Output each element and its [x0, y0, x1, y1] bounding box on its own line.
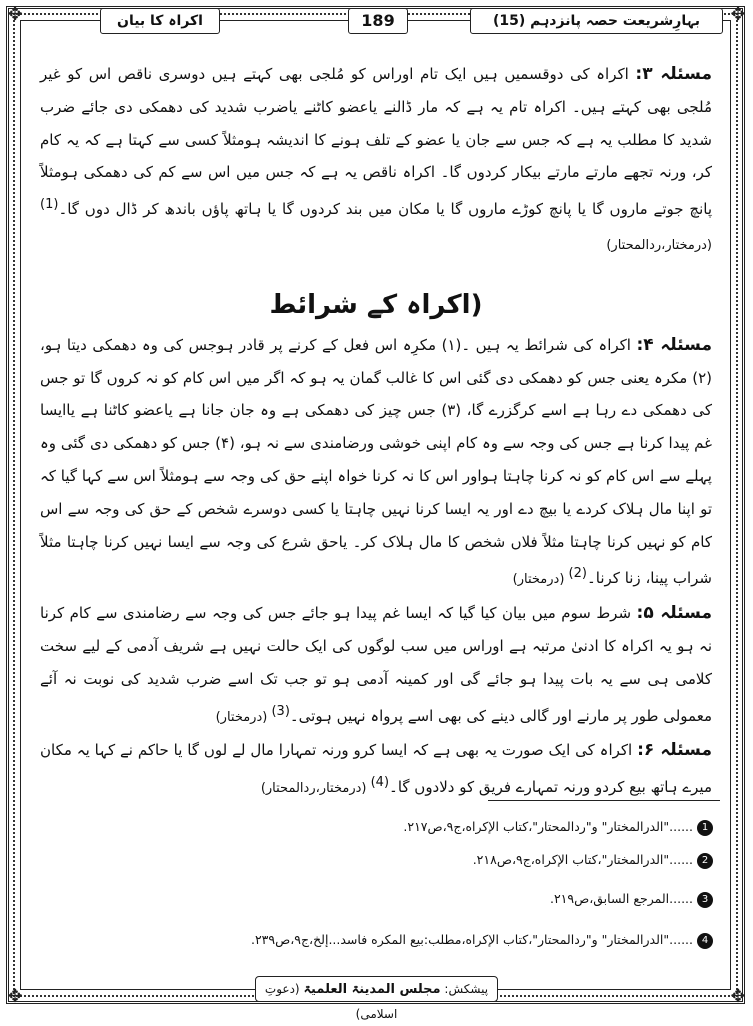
masala-paragraph	[40, 329, 712, 597]
citation: (درمختار)	[215, 709, 272, 725]
footnote	[41, 818, 713, 836]
masala-label: مسئلہ ۴:	[636, 334, 712, 355]
masala-text: اکراہ کی دوقسمیں ہیں ایک تام اوراس کو مُلجی بھی کہتے ہیں دوسری ناقص اس کو غیر مُلجی بھی کہتے ہیں۔ اکراہ تام یہ ہے کہ مار ڈالنے یاعضو کاٹنے یاضرب شدید کی دھمکی دی جائے ضرب شدید کا مطلب یہ ہے کہ جس سے جان یا عضو کے تلف ہونے کا اندیشہ ہومثلاً کسی سے کہتا ہے کہ یہ کام کر، ورنہ تجھے مارتے مارتے بیکار کردوں گا۔ اکراہ ناقص یہ ہے کہ جس میں اس سے کم کی دھمکی ہومثلاً پانچ جوتے ماروں گا یا پانچ کوڑے ماروں گا یا مکان میں بند کردوں گا یا ہاتھ پاؤں باندھ کر ڈال دوں گا۔	[40, 65, 712, 219]
footnote	[41, 851, 713, 869]
masala-text: شرط سوم میں بیان کیا گیا کہ ایسا غم پیدا ہو جائے جس کی وجہ سے رضامندی سے کام کرنا نہ ہو یہ اکراہ کا ادنیٰ مرتبہ ہے اوراس میں سب لوگوں کی ایک حالت نہیں ہے شریف آدمی کے لیے سخت کلامی ہی سے یہ بات پیدا ہو جائے گی اور کمینہ آدمی ہو تو جب تک اسے ضرب شدید کی نوبت نہ آئے معمولی طور پر مارنے اور گالی دینے کی بھی اسے پرواہ نہیں ہوتی۔	[40, 604, 712, 725]
publisher-name: مجلس المدینۃ العلمیۃ	[303, 982, 441, 997]
corner-ornament-icon: ✥	[730, 4, 746, 25]
footnote-text: ......المرجع السابق،ص٢١٩.	[549, 891, 693, 906]
footer-suffix: (دعوتِ اسلامی)	[264, 982, 398, 1021]
page-header	[30, 8, 723, 36]
footnote-marker: (4)	[370, 775, 390, 791]
masala-label: مسئلہ ۳:	[635, 64, 712, 84]
masala-text: اکراہ کی ایک صورت یہ بھی ہے کہ ایسا کرو ورنہ تمہارا مال لے لوں گا یا حاکم نے کہا یہ مکان میرے ہاتھ بیع کردو ورنہ تمہارے فریق کو دلادوں گا۔	[40, 741, 712, 797]
masala-paragraph	[40, 597, 712, 734]
corner-ornament-icon: ✥	[7, 986, 23, 1007]
footnote	[41, 931, 713, 949]
footnote-text: ......"الدرالمختار" و"ردالمحتار"،كتاب الإكراه،ج٩،ص٢١٧.	[403, 819, 693, 834]
page-number: 189	[348, 8, 408, 34]
citation: (درمختار،ردالمحتار)	[606, 237, 712, 253]
book-title: بہارِشریعت حصہ پانزدہم (15)	[470, 8, 723, 34]
footnote-marker: (3)	[271, 703, 290, 719]
footnote-divider	[488, 800, 720, 801]
footer-prefix: پیشکش:	[444, 982, 489, 996]
masala-label: مسئلہ ۵:	[636, 603, 712, 624]
footnote-text: ......"الدرالمختار" و"ردالمحتار"،كتاب الإكراه،مطلب:بيع المكره فاسد...إلخ،ج٩،ص٢٣٩.	[250, 932, 693, 947]
footnote-marker: (2)	[568, 566, 587, 582]
masala-text: اکراہ کی شرائط یہ ہیں ۔(۱) مکرِہ اس فعل کے کرنے پر قادر ہوجس کی وہ دھمکی دیتا ہو، (۲) مکرہ یعنی جس کو دھمکی دی گئی اس کا غالب گمان یہ ہو کہ اگر میں اس کام کو نہ کروں گا تو جس کی دھمکی دے رہا ہے اسے کرگزرے گا، (۳) جس چیز کی دھمکی ہے وہ جان جانا ہے یاعضو کاٹنا ہے یاایسا غم پیدا کرنا ہے جس کی وجہ سے وہ کام اپنی خوشی ورضامندی سے نہ ہو، (۴) جس کو دھمکی دی گئی وہ پہلے سے اس کام کو نہ کرنا چاہتا ہواور اس کا نہ کرنا خواہ اپنے حق کی وجہ سے ہومثلاً اس سے کہا گیا کہ تو اپنا مال ہلاک کردے یا بیچ دے اور یہ ایسا کرنا نہیں چاہتا یا کسی دوسرے شخص کے حق کی وجہ سے اس کام کو نہیں کرنا چاہتا مثلاً فلاں شخص کا مال ہلاک کر۔ یاحق شرع کی وجہ سے ایسا نہیں کرنا چاہتا مثلاً شراب پینا، زنا کرنا۔	[40, 335, 712, 588]
footnote-number-badge: 2	[697, 853, 713, 869]
citation: (درمختار،ردالمحتار)	[260, 781, 371, 797]
footnote-number-badge: 3	[697, 892, 713, 908]
footnote	[41, 890, 713, 908]
masala-label: مسئلہ ۶:	[637, 740, 712, 761]
corner-ornament-icon: ✥	[7, 4, 23, 25]
page-footer	[255, 976, 498, 1021]
page-body	[40, 58, 712, 806]
masala-paragraph	[40, 58, 712, 263]
section-heading: (اکراہ کے شرائط	[269, 289, 483, 320]
footnote-number-badge: 1	[697, 820, 713, 836]
footnote-number-badge: 4	[697, 933, 713, 949]
corner-ornament-icon: ✥	[730, 986, 746, 1007]
chapter-title: اکراہ کا بیان	[100, 8, 220, 34]
citation: (درمختار)	[512, 572, 569, 588]
masala-paragraph	[40, 734, 712, 806]
footnote-marker: (1)	[40, 197, 59, 213]
footnote-text: ......"الدرالمختار"،كتاب الإكراه،ج٩،ص٢١٨.	[472, 852, 693, 867]
